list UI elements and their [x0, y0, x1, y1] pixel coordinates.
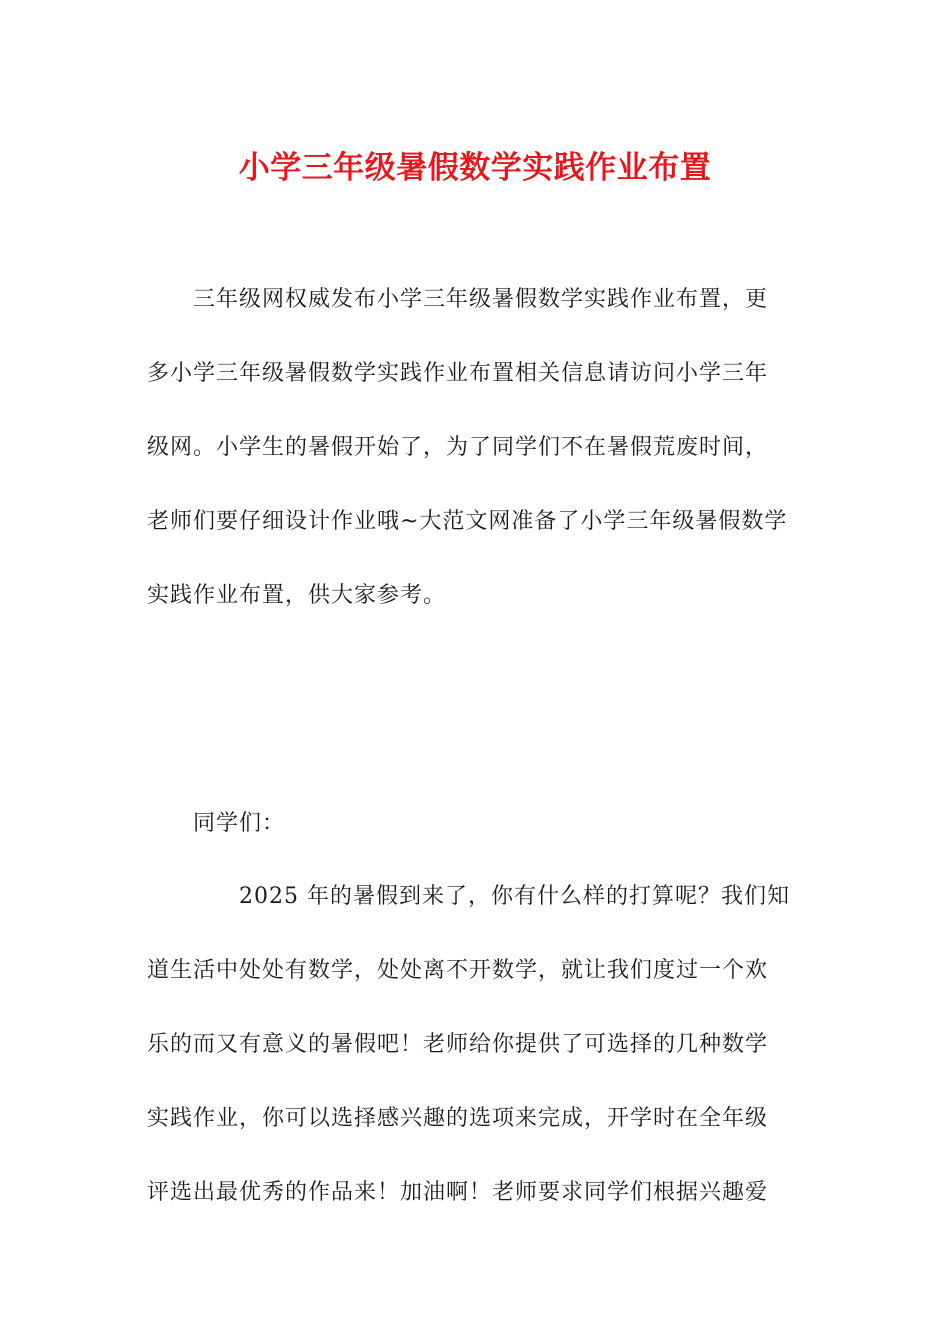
paragraph-line: 乐的而又有意义的暑假吧！老师给你提供了可选择的几种数学 — [147, 1032, 769, 1057]
paragraph-line: 级网。小学生的暑假开始了，为了同学们不在暑假荒废时间， — [147, 435, 769, 460]
paragraph-line: 实践作业布置，供大家参考。 — [147, 583, 447, 608]
greeting-paragraph — [147, 809, 803, 883]
body-paragraph — [147, 882, 803, 1252]
paragraph-line: 多小学三年级暑假数学实践作业布置相关信息请访问小学三年 — [147, 361, 769, 386]
paragraph-line: 实践作业，你可以选择感兴趣的选项来完成，开学时在全年级 — [147, 1106, 769, 1131]
paragraph-line: 老师们要仔细设计作业哦~大范文网准备了小学三年级暑假数学 — [147, 509, 788, 534]
intro-paragraph — [147, 285, 803, 655]
paragraph-line: 评选出最优秀的作品来！加油啊！老师要求同学们根据兴趣爱 — [147, 1180, 769, 1205]
paragraph-line: 道生活中处处有数学，处处离不开数学，就让我们度过一个欢 — [147, 958, 769, 983]
document-title: 小学三年级暑假数学实践作业布置 — [238, 150, 712, 186]
paragraph-line: 三年级网权威发布小学三年级暑假数学实践作业布置，更 — [193, 287, 769, 312]
greeting-line: 同学们： — [193, 811, 286, 836]
paragraph-line: 2025 年的暑假到来了，你有什么样的打算呢？我们知 — [239, 884, 790, 909]
